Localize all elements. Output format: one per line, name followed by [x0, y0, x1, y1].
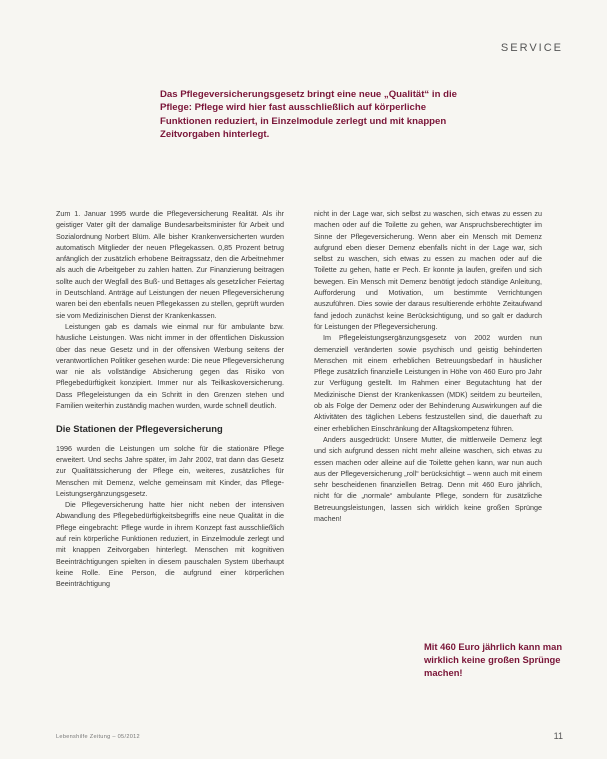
paragraph: Leistungen gab es damals wie einmal nur für ambulante bzw. häusliche Leistungen. Was nicht immer in der öffentlichen Diskussion über das neue Gesetz und in der offensiven Werbung seitens der verantwortlichen Politiker gesehen wurde: Die neue Pflegeversicherung war nie als vollständige Absicherung gegen das Risiko von Pflegebedürftigkeit konzipiert. Immer nur als Teilkaskoversicherung. Dass Pflegeleistungen da ein Schritt in den Grenzen stehen und Familien weiterhin zuständig machen wurden, wurde schnell deutlich.: [56, 321, 284, 411]
paragraph: nicht in der Lage war, sich selbst zu waschen, sich etwas zu essen zu machen oder auf die Toilette zu gehen, war Anspruchsberechtigter im Sinne der Pflegeversicherung. Wenn aber ein Mensch mit Demenz aufgrund eben dieser Demenz ebenfalls nicht in der Lage war, sich selbst zu waschen, sich etwas zu essen zu machen oder auf die Toilette zu gehen, hatte er Pech. Er konnte ja laufen, greifen und sich bewegen. Ein Mensch mit Demenz benötigt jedoch ständige Anleitung, Aufforderung und Motivation, um bestimmte Verrichtungen auszuführen. Dies sowie der daraus resultierende erhöhte Zeitaufwand fand jedoch zunächst keine Berücksichtigung, und so galt er dadurch für Leistungen der Pflegeversicherung.: [314, 209, 542, 331]
page-number: 11: [553, 731, 563, 741]
body-column-right: [314, 208, 542, 524]
subheading: Die Stationen der Pflegeversicherung: [56, 423, 223, 435]
pull-quote: Mit 460 Euro jährlich kann man wirklich keine großen Sprünge machen!: [424, 641, 563, 679]
paragraph: Die Pflegeversicherung hatte hier nicht neben der intensiven Abwandlung des Pflegebedürftigkeitsbegriffs eine neue Qualität in die Pflege eingebracht: Pflege wurde in ihrem Konzept fast ausschließlich auf rein körperliche Funktionen reduziert, in Einzelmodule zerlegt und mit knappen Zeitvorgaben hinterlegt. Menschen mit kognitiven Beeinträchtigungen spielten in diesem pauschalen System überhaupt keine Rolle. Eine Person, die aufgrund einer körperlichen Beeinträchtigung: [56, 500, 284, 589]
lead-text: Das Pflegeversicherungsgesetz bringt eine neue „Qualität“ in die Pflege: Pflege wird hier fast ausschließlich auf körperliche Funktionen reduziert, in Einzelmodule zerlegt und mit knappen Zeitvorgaben hinterlegt.: [160, 89, 457, 141]
footer-publication: Lebenshilfe Zeitung – 05/2012: [56, 734, 140, 740]
paragraph: Im Pflegeleistungsergänzungsgesetz von 2002 wurden nun demenziell veränderten sowie psychisch und geistig behinderten Menschen mit einem erheblichen Betreuungsbedarf in häuslicher Pflege zusätzlich finanzielle Leistungen in Höhe von 460 Euro pro Jahr zur Verfügung gestellt. Im Rahmen einer Begutachtung hat der Medizinische Dienst der Krankenkassen (MDK) seitdem zu beurteilen, ob als Folge der Demenz oder der Behinderung Auswirkungen auf die Aktivitäten des täglichen Lebens festzustellen sind, die dauerhaft zu einer erheblichen Einschränkung der Alltagskompetenz führen.: [314, 333, 542, 433]
body-column-left: [56, 208, 284, 590]
paragraph: Zum 1. Januar 1995 wurde die Pflegeversicherung Realität. Als ihr geistiger Vater gilt der damalige Bundesarbeitsminister für Arbeit und Sozialordnung Norbert Blüm. Alle bisher Krankenversicherten wurden automatisch Mitglieder der neuen Pflegekassen. 0,85 Prozent betrug anfänglich der zusätzlich erhobene Beitragssatz, den die Arbeitnehmer als auch die Arbeitgeber zu zahlen hatten. Zur Finanzierung beitragen sollte auch der Wegfall des Buß- und Bettages als gesetzlicher Feiertag in Deutschland. Anträge auf Leistungen der neuen Pflegeversicherung waren bei den ebenfalls neuen Pflegekassen zu stellen, geprüft wurden sie vom Medizinischen Dienst der Krankenkassen.: [56, 209, 284, 320]
paragraph: Anders ausgedrückt: Unsere Mutter, die mittlerweile Demenz legt und sich aufgrund dessen nicht mehr alleine waschen, sich etwas zu essen machen oder alleine auf die Toilette gehen kann, war nun auch aus der Pflegeversicherung „roll“ berücksichtigt – wenn auch mit einem sehr bescheidenen finanziellen Betrag. Denn mit 460 Euro jährlich, nicht für die „normale“ ambulante Pflege, sondern für zusätzliche Betreuungsleistungen, lassen sich wirklich keine großen Sprünge machen!: [314, 434, 542, 524]
section-label: SERVICE: [500, 42, 563, 54]
paragraph: 1996 wurden die Leistungen um solche für die stationäre Pflege erweitert. Und sechs Jahre später, im Jahr 2002, trat dann das Gesetz zur Qualitätssicherung der Pflege ein, weiteres, zusätzliches für Menschen mit Demenz, welche gemeinsam mit Kinder, das Pflege-Leistungsergänzungsgesetz.: [56, 443, 284, 498]
